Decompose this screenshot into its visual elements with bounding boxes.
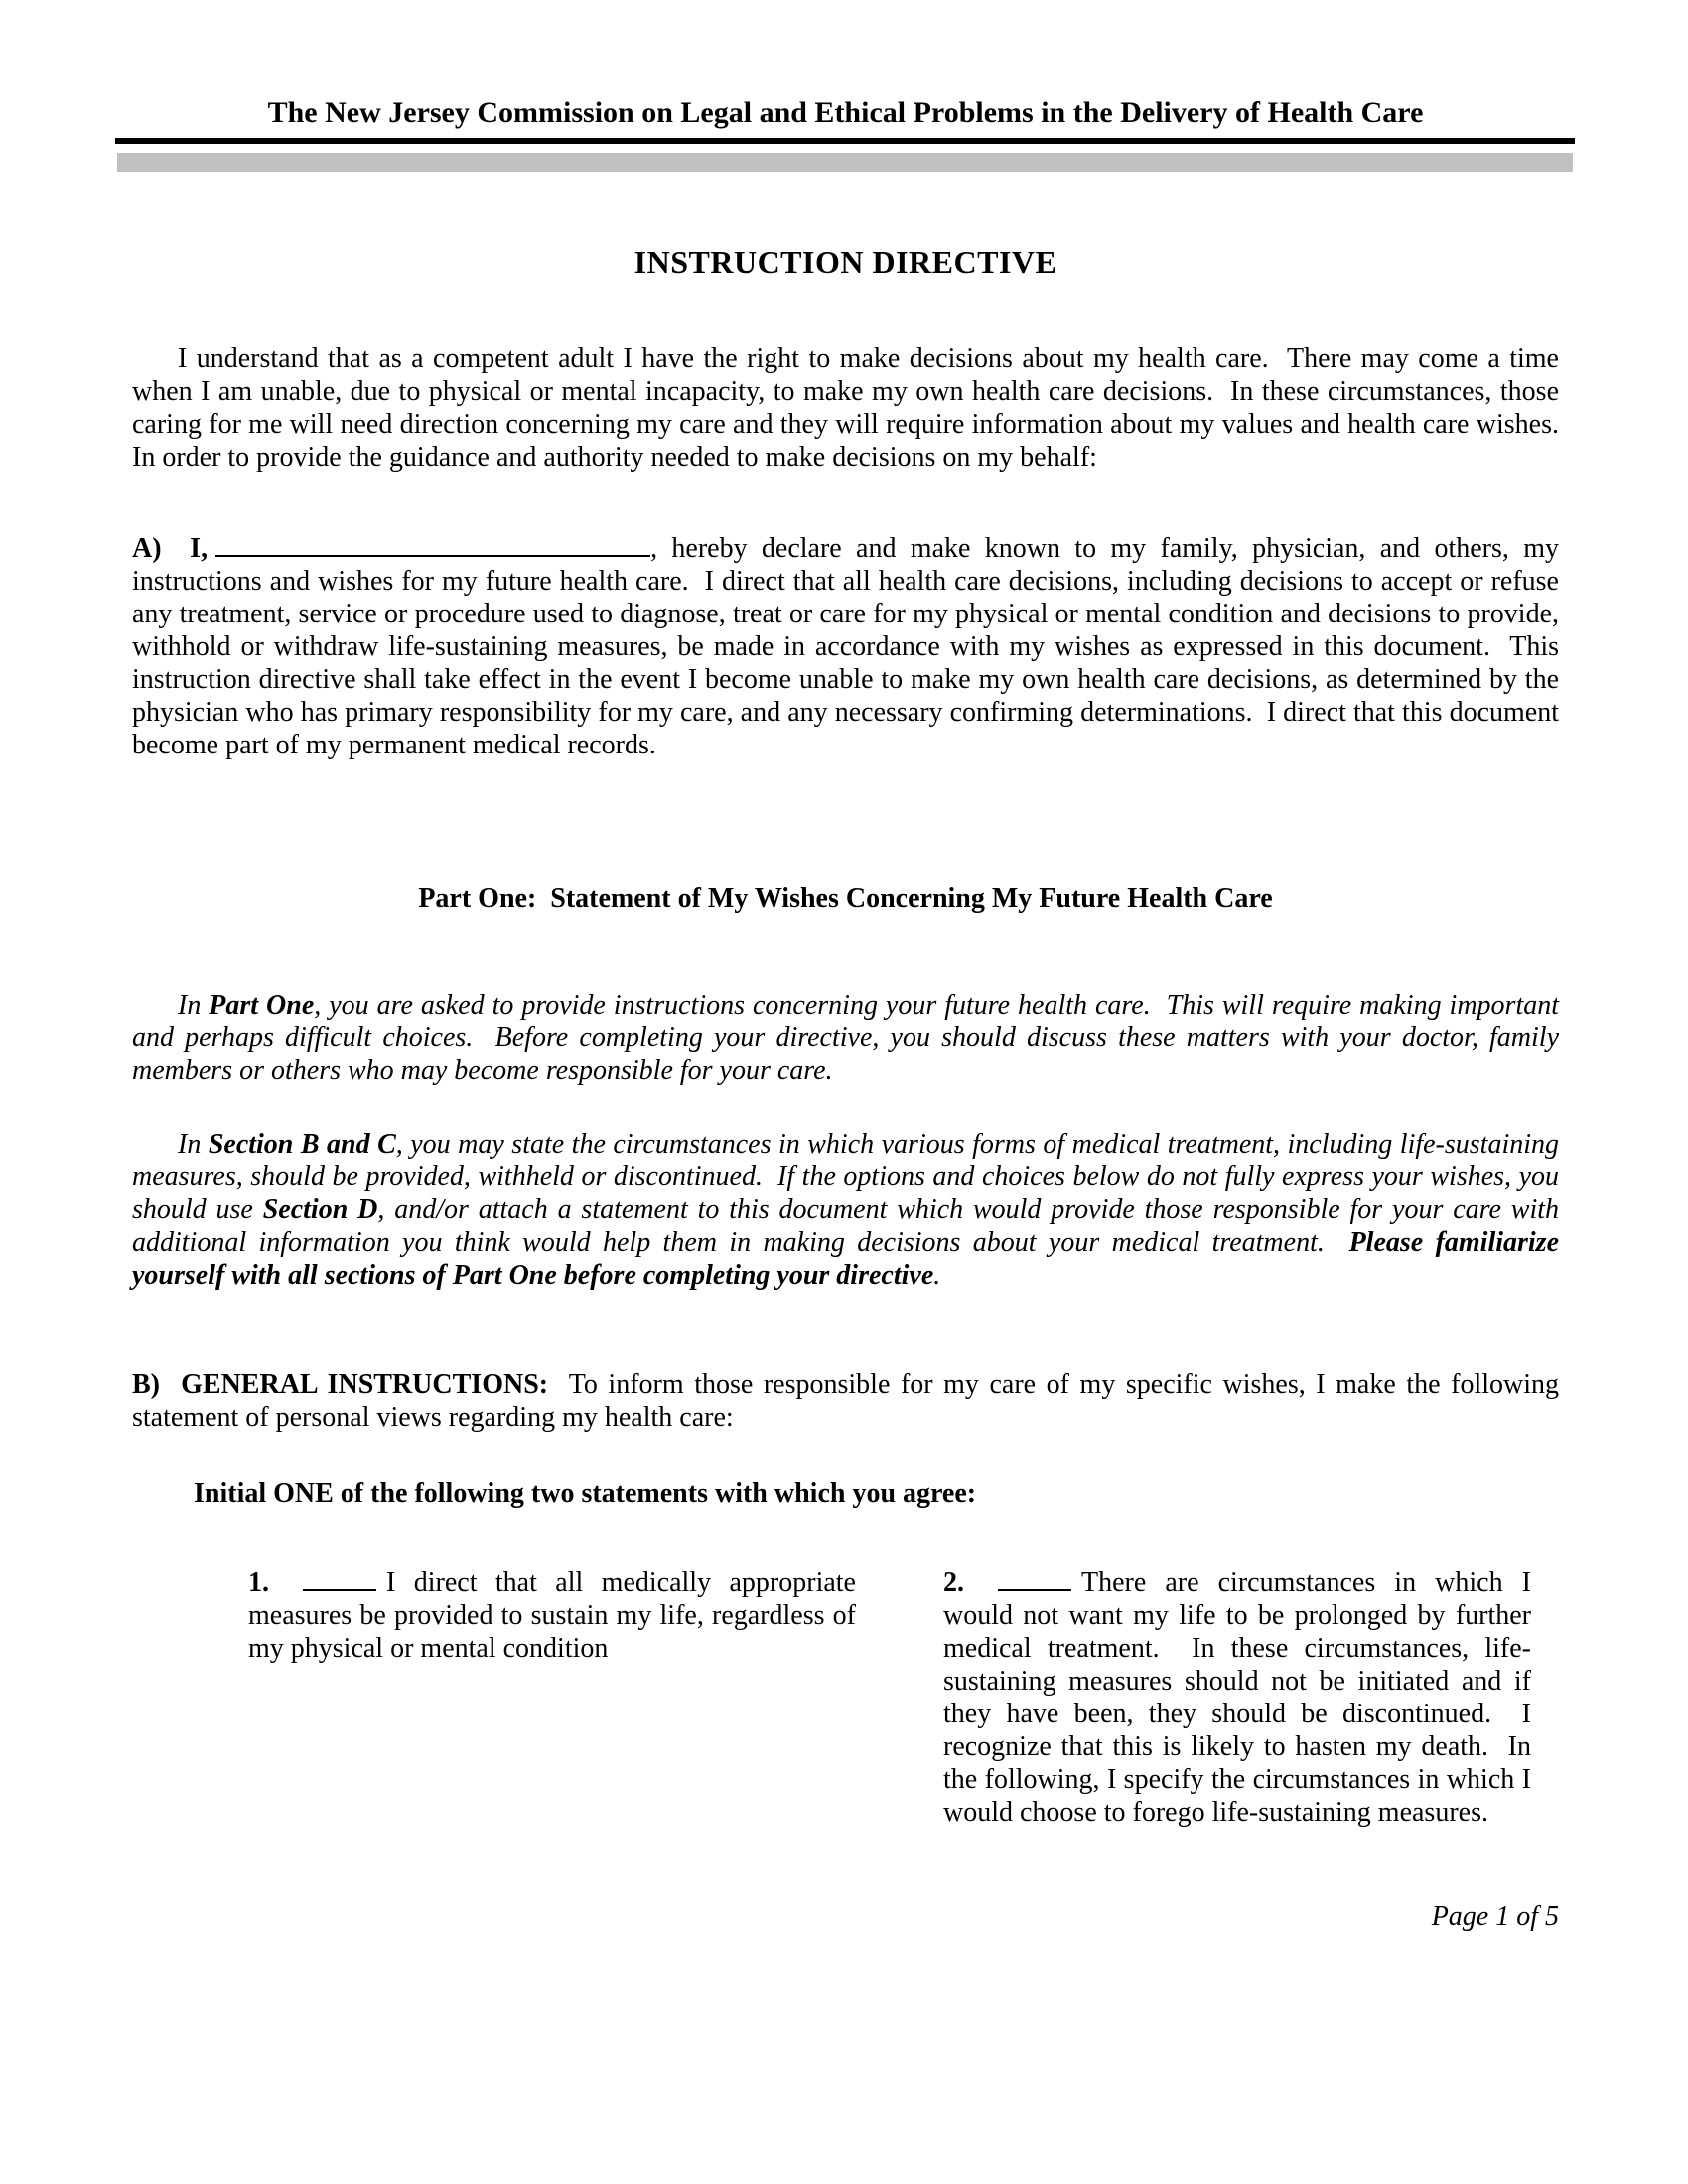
section-b-paragraph xyxy=(132,1368,1566,1433)
sections-bc-paragraph xyxy=(132,1128,1567,1292)
part-one-bold-phrase: Part One xyxy=(209,990,315,1021)
sections-bc-seg5: , and/or attach a statement to this document which would provide those responsible for your care with additional information you think would help them in making decisions about your medical treatment. xyxy=(132,1194,1567,1258)
statement-1-number: 1. xyxy=(248,1568,269,1598)
sections-bc-bold-phrase: Section B and C xyxy=(208,1129,396,1160)
intro-paragraph-text: I understand that as a competent adult I have the right to make decisions about my health care. There may come a time when I am unable, due to physical or mental incapacity, to make my own health care decisions. In these circumstances, those caring for me will need direction concerning my care and they will require information about my values and health care wishes. In order to provide the guidance and authority needed to make decisions on my behalf: xyxy=(132,343,1573,473)
document-title: INSTRUCTION DIRECTIVE xyxy=(633,244,1057,280)
section-d-bold-phrase: Section D xyxy=(262,1194,378,1225)
statement-2-number: 2. xyxy=(943,1568,964,1598)
statement-2 xyxy=(943,1562,1538,1829)
section-a-label: A) I, xyxy=(132,533,209,564)
intro-paragraph xyxy=(132,342,1573,474)
statement-1-initial-blank xyxy=(303,1562,376,1591)
sections-bc-seg3: , you may state the circumstances in which various forms of medical treatment, including life-sustaining measures, should be provided, withheld or discontinued. If the options and choices below do not fully express your wishes, you should use xyxy=(132,1129,1567,1225)
statement-columns xyxy=(248,1562,1559,1829)
section-b-text: To inform those responsible for my care of my specific wishes, I make the following statement of personal views regarding my health care: xyxy=(132,1369,1566,1433)
sections-bc-seg1: In xyxy=(178,1129,209,1160)
statement-1-text: I direct that all medically appropriate measures be provided to sustain my life, regardless of my physical or mental condition xyxy=(248,1568,863,1664)
sections-bc-seg7: . xyxy=(933,1260,941,1291)
statement-1-column xyxy=(248,1562,863,1829)
part-one-intro-paragraph xyxy=(132,989,1566,1087)
page-number: Page 1 of 5 xyxy=(1431,1901,1559,1932)
declarant-name-blank xyxy=(215,527,650,557)
familiarize-bold-phrase: Please familiarize yourself with all sections of Part One before completing your directive xyxy=(132,1227,1567,1291)
header-accent-bar xyxy=(117,153,1573,172)
header-title: The New Jersey Commission on Legal and Ethical Problems in the Delivery of Health Care xyxy=(267,96,1424,129)
part-one-intro-seg3: , you are asked to provide instructions concerning your future health care. This will require making important and perhaps difficult choices. Before completing your directive, you should discuss these matters with your doctor, family members or others who may become responsible for your care. xyxy=(132,990,1566,1086)
section-b-label: B) GENERAL INSTRUCTIONS: xyxy=(132,1369,549,1400)
part-one-intro-seg1: In xyxy=(178,990,210,1021)
statement-2-column xyxy=(943,1562,1538,1829)
part-one-heading: Part One: Statement of My Wishes Concerning My Future Health Care xyxy=(418,884,1273,914)
section-a-paragraph xyxy=(132,527,1566,761)
statement-1 xyxy=(248,1562,863,1665)
initial-instruction: Initial ONE of the following two statements with which you agree: xyxy=(194,1478,977,1509)
header-rule xyxy=(115,138,1575,144)
statement-2-initial-blank xyxy=(998,1562,1071,1591)
statement-2-text: There are circumstances in which I would not want my life to be prolonged by further medical treatment. In these circumstances, life-sustaining measures should not be initiated and if they have been, they should be discontinued. I recognize that this is likely to hasten my death. In the following, I specify the circumstances in which I would choose to forego life-sustaining measures. xyxy=(943,1568,1538,1828)
section-a-text: , hereby declare and make known to my family, physician, and others, my instructions and wishes for my future health care. I direct that all health care decisions, including decisions to accept or refuse any treatment, service or procedure used to diagnose, treat or care for my physical or mental condition and decisions to provide, withhold or withdraw life-sustaining measures, be made in accordance with my wishes as expressed in this document. This instruction directive shall take effect in the event I become unable to make my own health care decisions, as determined by the physician who has primary responsibility for my care, and any necessary confirming determinations. I direct that this document become part of my permanent medical records. xyxy=(132,533,1566,760)
